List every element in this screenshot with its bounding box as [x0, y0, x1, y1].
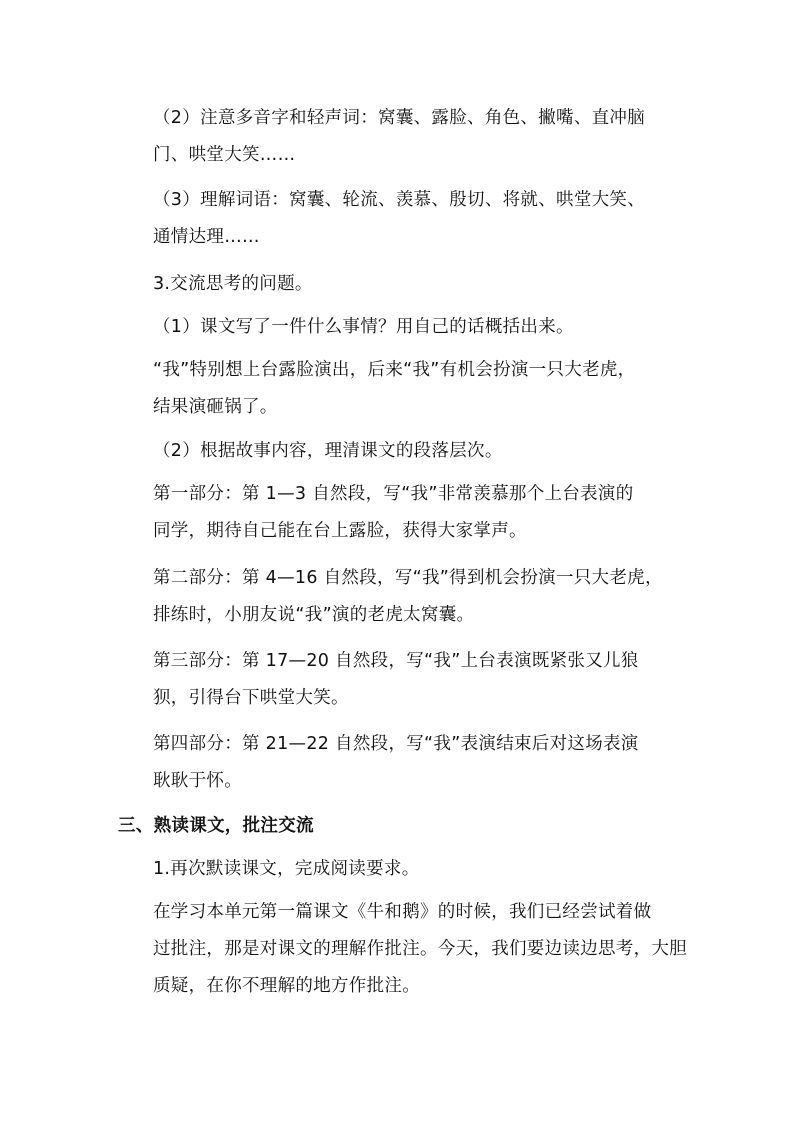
paragraph-part-one: [118, 476, 678, 550]
text-line: 通情达理……: [153, 227, 260, 247]
text-line: 同学，期待自己能在台上露脸，获得大家掌声。: [153, 521, 527, 541]
text-line: 3.交流思考的问题。: [153, 274, 313, 294]
text-line: 质疑，在你不理解的地方作批注。: [153, 976, 420, 996]
paragraph-annotation-intro: [118, 894, 687, 1005]
text-line: （2）注意多音字和轻声词：窝囊、露脸、角色、撇嘴、直冲脑: [153, 108, 646, 128]
paragraph-question-1: [118, 309, 678, 346]
section-heading: [118, 808, 678, 845]
paragraph-part-two: [118, 560, 678, 634]
text-line: 排练时，小朋友说“我”演的老虎太窝囊。: [153, 605, 475, 625]
paragraph-part-four: [118, 726, 678, 800]
text-line: “我”特别想上台露脸演出，后来“我”有机会扮演一只大老虎，: [153, 360, 636, 380]
text-line: （3）理解词语：窝囊、轮流、羡慕、殷切、将就、哄堂大笑、: [153, 190, 646, 210]
paragraph-discussion-heading: [118, 266, 678, 303]
paragraph-vocabulary: [118, 182, 678, 256]
text-line: 第二部分：第 4—16 自然段，写“我”得到机会扮演一只大老虎，: [153, 568, 663, 588]
text-line: 1.再次默读课文，完成阅读要求。: [153, 859, 420, 879]
text-line: （1）课文写了一件什么事情？用自己的话概括出来。: [153, 317, 574, 337]
text-line: 第三部分：第 17—20 自然段，写“我”上台表演既紧张又儿狼: [153, 651, 639, 671]
text-line: 狈，引得台下哄堂大笑。: [153, 688, 349, 708]
text-line: 第一部分：第 1—3 自然段，写“我”非常羡慕那个上台表演的: [153, 484, 634, 504]
text-line: 门、哄堂大笑……: [153, 145, 296, 165]
text-line: 过批注，那是对课文的理解作批注。今天，我们要边读边思考，大胆: [153, 939, 687, 959]
paragraph-answer-1: [118, 352, 678, 426]
paragraph-reading-task: [118, 851, 678, 888]
text-line: 耿耿于怀。: [153, 771, 242, 791]
text-line: 在学习本单元第一篇课文《牛和鹅》的时候，我们已经尝试着做: [153, 902, 652, 922]
text-line: 三、熟读课文，批注交流: [118, 816, 314, 836]
text-line: 第四部分：第 21—22 自然段，写“我”表演结束后对这场表演: [153, 734, 639, 754]
paragraph-part-three: [118, 643, 678, 717]
text-line: （2）根据故事内容，理清课文的段落层次。: [153, 441, 503, 461]
text-line: 结果演砸锅了。: [153, 397, 278, 417]
paragraph-polyphonic-words: [118, 100, 678, 174]
paragraph-question-2: [118, 433, 678, 470]
